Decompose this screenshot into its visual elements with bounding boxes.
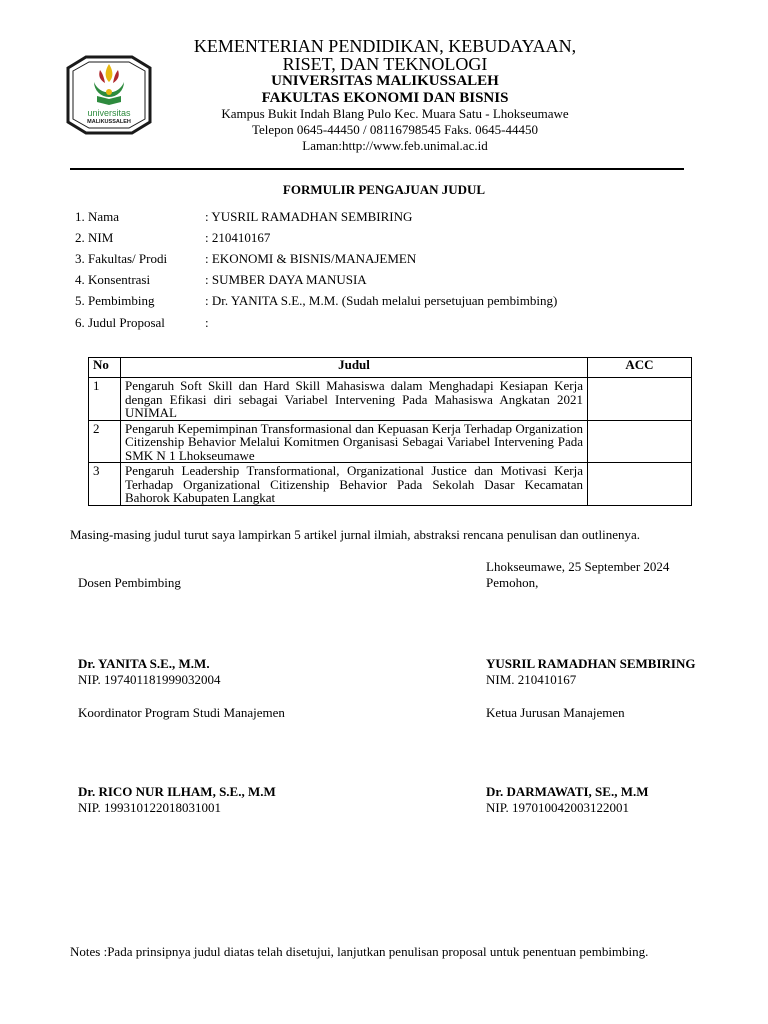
- field-label: 6. Judul Proposal: [75, 315, 165, 330]
- row-acc-cell[interactable]: [588, 463, 692, 506]
- row-number: 2: [89, 420, 121, 463]
- field-label: 3. Fakultas/ Prodi: [75, 251, 168, 266]
- field-judul-proposal: [75, 315, 209, 331]
- form-title: FORMULIR PENGAJUAN JUDUL: [282, 182, 486, 197]
- row-title: Pengaruh Leadership Transformational, Organizational Justice dan Motivasi Kerja Terhadap Organizational Citizenship Behavior Pada Sekolah Dasar Kecamatan Bahorok Kabupaten Langkat: [121, 463, 588, 506]
- field-konsentrasi: [75, 272, 367, 288]
- field-pembimbing: [75, 293, 557, 309]
- signer-id-pemohon: NIM. 210410167: [486, 672, 577, 687]
- faculty-name: FAKULTAS EKONOMI DAN BISNIS: [261, 90, 509, 106]
- row-number: 3: [89, 463, 121, 506]
- signer-name-ketua: Dr. DARMAWATI, SE., M.M: [486, 784, 649, 799]
- column-header-acc: ACC: [588, 358, 692, 378]
- website-link[interactable]: Laman:http://www.feb.unimal.ac.id: [302, 138, 488, 153]
- svg-text:universitas: universitas: [87, 108, 131, 118]
- table-row: [89, 420, 692, 463]
- field-value: : SUMBER DAYA MANUSIA: [205, 272, 367, 287]
- campus-address: Kampus Bukit Indah Blang Pulo Kec. Muara Satu - Lhokseumawe: [221, 106, 569, 121]
- role-ketua-jurusan: Ketua Jurusan Manajemen: [486, 705, 625, 720]
- signer-name-pemohon: YUSRIL RAMADHAN SEMBIRING: [486, 656, 696, 671]
- field-fakultas-prodi: [75, 251, 416, 267]
- field-value: : YUSRIL RAMADHAN SEMBIRING: [205, 209, 413, 224]
- row-number: 1: [89, 378, 121, 421]
- signer-id-koordinator: NIP. 199310122018031001: [78, 800, 222, 815]
- field-label: 2. NIM: [75, 230, 114, 245]
- notes: Notes :Pada prinsipnya judul diatas telah disetujui, lanjutkan penulisan proposal untuk penentuan pembimbing.: [70, 944, 649, 959]
- table-row: [89, 378, 692, 421]
- signer-id-dosen: NIP. 197401181999032004: [78, 672, 221, 687]
- ministry-name-line2: RISET, DAN TEKNOLOGI: [282, 54, 488, 74]
- row-title: Pengaruh Kepemimpinan Transformasional dan Kepuasan Kerja Terhadap Organization Citizenship Behavior Melalui Komitmen Organisasi Sebagai Variabel Intervening Pada SMK N 1 Lhokseumawe: [121, 420, 588, 463]
- field-label: 1. Nama: [75, 209, 120, 224]
- svg-text:MALIKUSSALEH: MALIKUSSALEH: [87, 119, 131, 125]
- role-dosen-pembimbing: Dosen Pembimbing: [78, 575, 181, 590]
- row-acc-cell[interactable]: [588, 378, 692, 421]
- role-koordinator-prodi: Koordinator Program Studi Manajemen: [78, 705, 285, 720]
- row-acc-cell[interactable]: [588, 420, 692, 463]
- field-nama: [75, 209, 412, 225]
- table-row: [89, 463, 692, 506]
- field-value: : 210410167: [205, 230, 271, 245]
- table-header-row: [89, 358, 692, 378]
- field-label: 4. Konsentrasi: [75, 272, 151, 287]
- field-label: 5. Pembimbing: [75, 293, 155, 308]
- header-divider: [70, 168, 684, 170]
- column-header-judul: Judul: [121, 358, 588, 378]
- phone-fax: Telepon 0645-44450 / 08116798545 Faks. 0645-44450: [251, 122, 539, 137]
- column-header-no: No: [89, 358, 121, 378]
- place-date: Lhokseumawe, 25 September 2024: [486, 559, 670, 574]
- proposal-titles-table: [88, 357, 692, 506]
- field-value: : EKONOMI & BISNIS/MANAJEMEN: [205, 251, 417, 266]
- ministry-name-line1: KEMENTERIAN PENDIDIKAN, KEBUDAYAAN,: [193, 36, 577, 56]
- university-logo: [64, 52, 154, 138]
- university-name: UNIVERSITAS MALIKUSSALEH: [271, 73, 499, 89]
- field-value: : Dr. YANITA S.E., M.M. (Sudah melalui persetujuan pembimbing): [205, 293, 558, 308]
- field-nim: [75, 230, 270, 246]
- role-pemohon: Pemohon,: [486, 575, 539, 590]
- signer-name-dosen: Dr. YANITA S.E., M.M.: [78, 656, 210, 671]
- row-title: Pengaruh Soft Skill dan Hard Skill Mahasiswa dalam Menghadapi Kesiapan Kerja dengan Efikasi diri sebagai Variabel Intervening Pada Mahasiswa Angkatan 2021 UNIMAL: [121, 378, 588, 421]
- signer-id-ketua: NIP. 197010042003122001: [486, 800, 630, 815]
- signer-name-koordinator: Dr. RICO NUR ILHAM, S.E., M.M: [78, 784, 276, 799]
- field-value: :: [205, 315, 209, 330]
- attachment-statement: Masing-masing judul turut saya lampirkan 5 artikel jurnal ilmiah, abstraksi rencana penulisan dan outlinenya.: [70, 527, 641, 542]
